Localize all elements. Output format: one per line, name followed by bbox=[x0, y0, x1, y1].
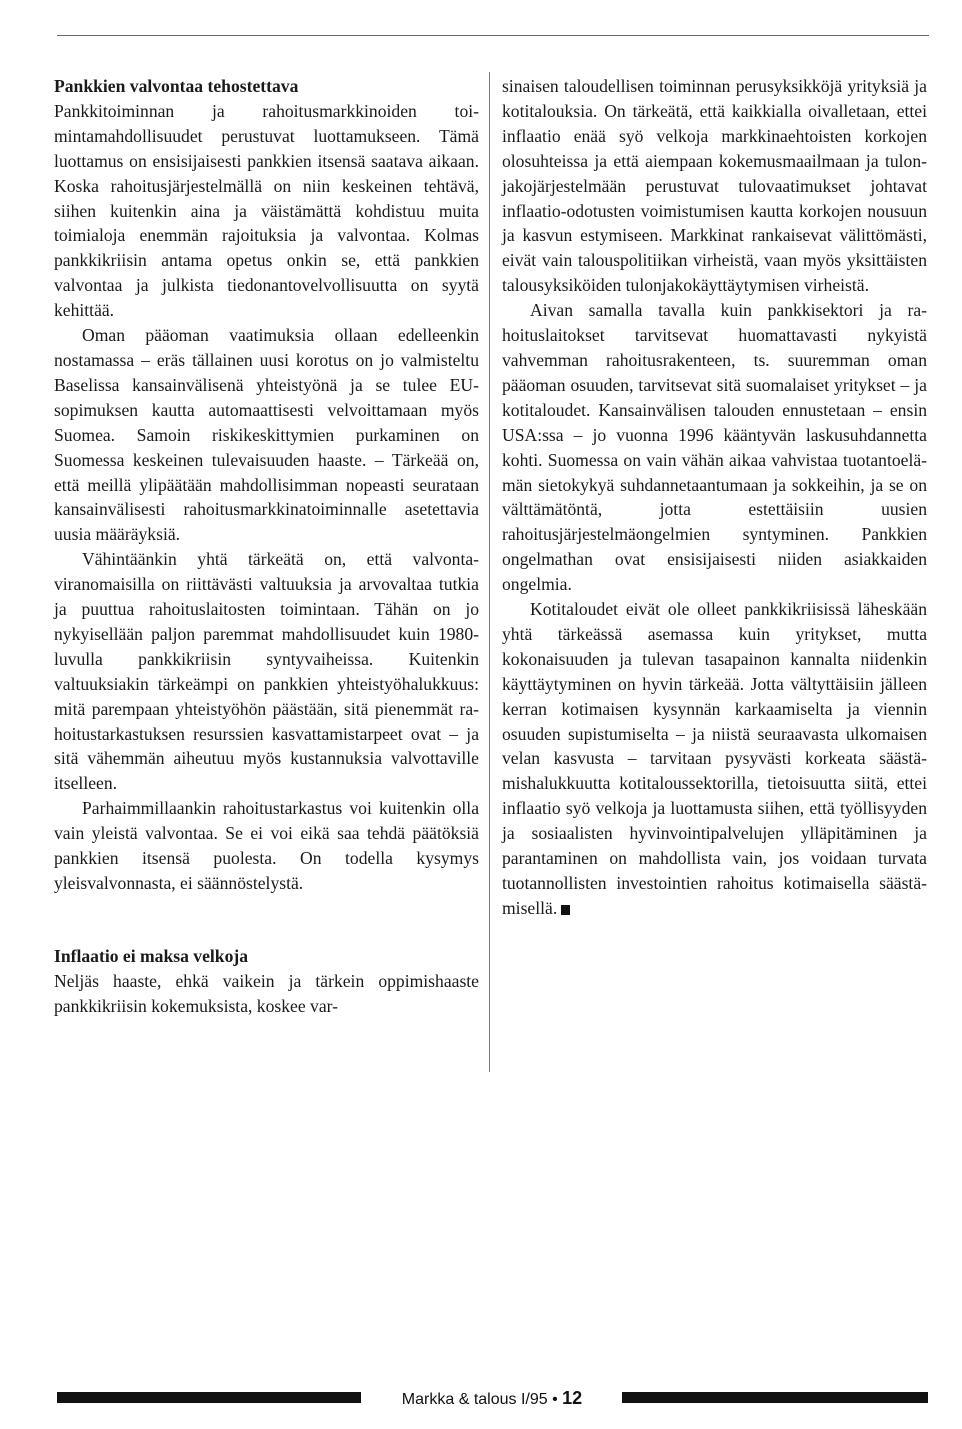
section-heading-bank-supervision: Pankkien valvontaa tehostettava bbox=[54, 76, 299, 96]
paragraph-final bbox=[502, 597, 927, 921]
paragraph: Oman pääoman vaatimuksia ollaan edelleenkin nostamassa – eräs tällainen uusi korotus on jo valmisteltu Baselissa kansainvälisenä yhteistyönä ja se tulee EU-sopimuksen kautta automaattisesti velvoittamaan myös Suomea. Samoin riskikeskittymien purkaminen on Suomessa keskeinen tulevaisuuden haaste. – Tärkeää on, että meillä ylipäätään mahdollisimman nopeasti seurataan kansainvälisesti rahoitusmarkkinatoiminnalle asetettavia uusia määräyksiä. bbox=[54, 325, 479, 545]
footer-bar-left bbox=[57, 1392, 361, 1403]
left-column bbox=[54, 74, 479, 1019]
paragraph: Neljäs haaste, ehkä vaikein ja tärkein oppimishaaste pankkikriisin kokemuksista, koskee var- bbox=[54, 970, 479, 1016]
column-divider bbox=[489, 72, 490, 1072]
footer-text bbox=[368, 1387, 616, 1411]
page-footer bbox=[0, 1387, 962, 1411]
paragraph: Aivan samalla tavalla kuin pankkisektori ja rahoituslaitokset tarvitsevat huomattavasti nykyistä vahvemman rahoitusrakenteen, ts. suuremman oman pääoman osuuden, tarvitsevat sitä suomalaiset yritykset – ja kotitaloudet. Kansainvälisen talouden ennustetaan – ensin USA:ssa – jo vuonna 1996 kääntyvän laskusuhdannetta kohti. Suomessa on vain vähän aikaa vahvistaa tuotantoelämän sietokykyä suhdannetaantumaan ja sokkeihin, ja se on välttämätöntä, jotta estettäisiin uusien rahoitusjärjestelmäongelmien syntyminen. Pankkien ongelmathan ovat ensisijaisesti niiden asiakkaiden ongelmia. bbox=[502, 300, 927, 595]
paragraph: Vähintäänkin yhtä tärkeätä on, että valvontaviranomaisilla on riittävästi valtuuksia ja arvovaltaa tutkia ja puuttua rahoituslaitosten toimintaan. Tähän on jo nykyisellään paljon paremmat mahdollisuudet kuin 1980-luvulla pankkikriisin syntyvaiheissa. Kuitenkin valtuuksiakin tärkeämpi on pankkien yhteistyöhalukkuus: mitä parempaan yhteistyöhön päästään, sitä pienemmät rahoitustarkastuksen resurssien kasvattamistarpeet ovat – ja sitä vähemmän aiheutuu myös kustannuksia valvottaville itselleen. bbox=[54, 549, 479, 794]
top-rule bbox=[57, 35, 929, 36]
paragraph: Pankkitoiminnan ja rahoitusmarkkinoiden toimintamahdollisuudet perustuvat luottamukseen. Tämä luottamus on ensisijaisesti pankkien itsensä saatava aikaan. Koska rahoitusjärjestelmällä on niin keskeinen tehtävä, siihen kuitenkin aina ja väistämättä kohdistuu muita toimialoja enemmän rajoituksia ja valvontaa. Kolmas pankkikriisin antama opetus onkin se, että pankkien valvontaa ja julkista tiedonantovelvollisuutta on syytä kehittää. bbox=[54, 100, 479, 321]
end-of-article-square-icon bbox=[561, 905, 570, 915]
section-heading-inflation: Inflaatio ei maksa velkoja bbox=[54, 945, 249, 966]
paragraph: Parhaimmillaankin rahoitustarkastus voi kuitenkin olla vain yleistä valvontaa. Se ei voi eikä saa tehdä päätöksiä pankkien itsensä puolesta. On todella kysymys yleisvalvonnasta, ei säännöstelystä. bbox=[54, 798, 479, 893]
paragraph-text: Kotitaloudet eivät ole olleet pankkikriisissä läheskään yhtä tärkeässä asemassa kuin yritykset, mutta kokonaisuuden ja tulevan tasapainon kannalta niidenkin käyttäytyminen on hyvin tärkeää. Jotta vältyttäisiin jälleen kerran kotimaisen kysynnän karkaamiselta ja viennin osuuden supistumiselta – ja niistä seuraavasta ulkomaisen velan kasvusta – tarvitaan pysyvästi korkeata säästämishalukkuutta kotitaloussektorilla, tietoisuutta siitä, ettei inflaatio syö velkoja ja luottamusta siihen, että työllisyyden ja sosiaalisten hyvinvointipalvelujen ylläpitäminen ja parantaminen on mahdollista vain, jos voidaan turvata tuotannollisten investointien rahoitus kotimaisella säästämisellä. bbox=[502, 599, 927, 918]
footer-separator: • bbox=[552, 1391, 558, 1408]
paragraph: sinaisen taloudellisen toiminnan perusyksikköjä yrityksiä ja kotitalouksia. On tärkeätä, että kaikkialla oivalletaan, ettei inflaatio enää syö velkoja markkinaehtoisten korkojen olosuhteissa ja että aiempaan kokemusmaailmaan ja tulonjakojärjestelmään perustuvat tulovaatimukset johtavat inflaatio-odotusten voimistumisen kautta korkojen nousuun ja kasvun estymiseen. Markkinat rankaisevat välittömästi, eivät vain talouspolitiikan virheistä, vaan myös yksittäisten talousyksiköiden tulonjakokäyttäytymisen virheistä. bbox=[502, 76, 927, 296]
right-column bbox=[502, 74, 927, 921]
footer-bar-right bbox=[622, 1392, 928, 1403]
publication-name: Markka & talous I/95 bbox=[401, 1391, 548, 1408]
page-number: 12 bbox=[562, 1388, 583, 1408]
